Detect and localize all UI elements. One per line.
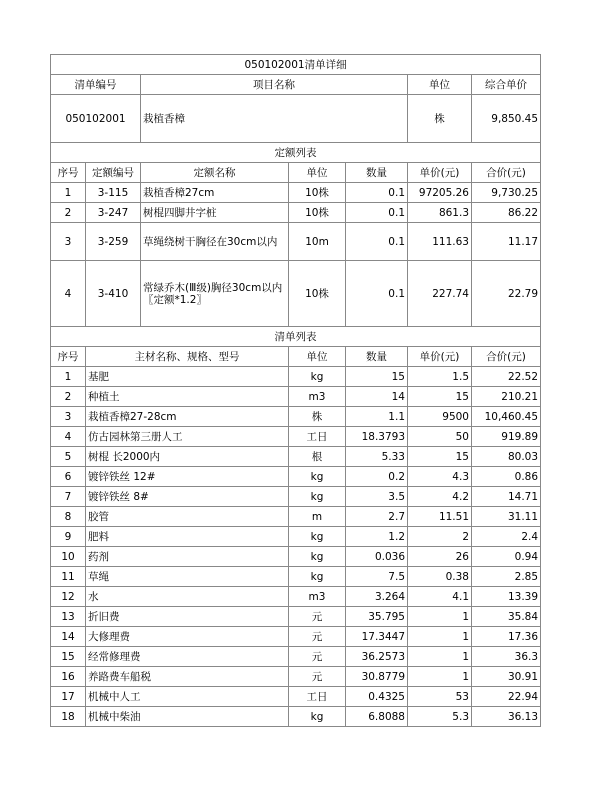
- material-name: 药剂: [86, 547, 289, 567]
- material-row: [51, 687, 541, 707]
- quota-col-header: 序号: [51, 163, 86, 183]
- material-row: [51, 647, 541, 667]
- material-no: 15: [51, 647, 86, 667]
- material-qty: 18.3793: [346, 427, 408, 447]
- material-name: 机械中柴油: [86, 707, 289, 727]
- materials-col-header: 数量: [346, 347, 408, 367]
- material-price: 4.3: [408, 467, 472, 487]
- material-row: [51, 387, 541, 407]
- material-no: 18: [51, 707, 86, 727]
- material-unit: kg: [289, 367, 346, 387]
- material-qty: 3.5: [346, 487, 408, 507]
- quota-total: 22.79: [472, 261, 541, 327]
- quota-row: [51, 183, 541, 203]
- quota-total: 9,730.25: [472, 183, 541, 203]
- material-no: 7: [51, 487, 86, 507]
- materials-col-header: 单价(元): [408, 347, 472, 367]
- material-price: 53: [408, 687, 472, 707]
- material-no: 14: [51, 627, 86, 647]
- material-price: 1: [408, 667, 472, 687]
- material-price: 1: [408, 627, 472, 647]
- material-unit: 工日: [289, 687, 346, 707]
- material-unit: 工日: [289, 427, 346, 447]
- material-unit: m3: [289, 587, 346, 607]
- material-qty: 5.33: [346, 447, 408, 467]
- material-unit: kg: [289, 527, 346, 547]
- material-total: 0.94: [472, 547, 541, 567]
- material-total: 13.39: [472, 587, 541, 607]
- material-name: 树棍 长2000内: [86, 447, 289, 467]
- material-row: [51, 367, 541, 387]
- quota-price: 227.74: [408, 261, 472, 327]
- material-total: 2.85: [472, 567, 541, 587]
- item-price: 9,850.45: [472, 95, 541, 143]
- material-name: 肥料: [86, 527, 289, 547]
- quota-name: 栽植香樟27cm: [141, 183, 289, 203]
- material-no: 1: [51, 367, 86, 387]
- materials-col-header: 序号: [51, 347, 86, 367]
- material-name: 养路费车船税: [86, 667, 289, 687]
- quota-qty: 0.1: [346, 203, 408, 223]
- material-qty: 17.3447: [346, 627, 408, 647]
- material-no: 2: [51, 387, 86, 407]
- quota-col-header: 合价(元): [472, 163, 541, 183]
- material-qty: 1.1: [346, 407, 408, 427]
- material-price: 15: [408, 447, 472, 467]
- material-unit: m3: [289, 387, 346, 407]
- material-price: 5.3: [408, 707, 472, 727]
- name-label: 项目名称: [141, 75, 408, 95]
- material-unit: kg: [289, 547, 346, 567]
- material-unit: kg: [289, 467, 346, 487]
- quota-name: 常绿乔木(Ⅲ级)胸径30cm以内〖定额*1.2〗: [141, 261, 289, 327]
- material-no: 10: [51, 547, 86, 567]
- quota-price: 97205.26: [408, 183, 472, 203]
- material-unit: kg: [289, 487, 346, 507]
- material-qty: 0.4325: [346, 687, 408, 707]
- quota-code: 3-410: [86, 261, 141, 327]
- material-qty: 14: [346, 387, 408, 407]
- material-unit: 元: [289, 647, 346, 667]
- material-no: 17: [51, 687, 86, 707]
- material-price: 2: [408, 527, 472, 547]
- material-name: 栽植香樟27-28cm: [86, 407, 289, 427]
- material-no: 11: [51, 567, 86, 587]
- quota-price: 861.3: [408, 203, 472, 223]
- quota-name: 树棍四脚井字桩: [141, 203, 289, 223]
- material-total: 0.86: [472, 467, 541, 487]
- materials-col-header: 单位: [289, 347, 346, 367]
- quota-unit: 10株: [289, 203, 346, 223]
- material-no: 9: [51, 527, 86, 547]
- material-price: 11.51: [408, 507, 472, 527]
- quota-qty: 0.1: [346, 223, 408, 261]
- page-title: 050102001清单详细: [51, 55, 541, 75]
- material-no: 8: [51, 507, 86, 527]
- quota-col-header: 定额名称: [141, 163, 289, 183]
- quota-row: [51, 203, 541, 223]
- material-row: [51, 567, 541, 587]
- material-qty: 36.2573: [346, 647, 408, 667]
- quota-col-header: 数量: [346, 163, 408, 183]
- material-qty: 15: [346, 367, 408, 387]
- material-price: 15: [408, 387, 472, 407]
- quota-no: 1: [51, 183, 86, 203]
- material-no: 12: [51, 587, 86, 607]
- material-row: [51, 427, 541, 447]
- material-row: [51, 507, 541, 527]
- material-row: [51, 547, 541, 567]
- material-total: 30.91: [472, 667, 541, 687]
- material-row: [51, 527, 541, 547]
- materials-header-row: [51, 347, 541, 367]
- material-price: 50: [408, 427, 472, 447]
- material-price: 9500: [408, 407, 472, 427]
- material-price: 4.2: [408, 487, 472, 507]
- material-total: 35.84: [472, 607, 541, 627]
- material-unit: 元: [289, 667, 346, 687]
- detail-table: [50, 54, 541, 727]
- quota-unit: 10株: [289, 183, 346, 203]
- materials-section-title: 清单列表: [51, 327, 541, 347]
- material-total: 919.89: [472, 427, 541, 447]
- material-name: 镀锌铁丝 12#: [86, 467, 289, 487]
- quota-col-header: 单价(元): [408, 163, 472, 183]
- material-row: [51, 407, 541, 427]
- material-qty: 0.036: [346, 547, 408, 567]
- material-unit: 元: [289, 607, 346, 627]
- quota-total: 11.17: [472, 223, 541, 261]
- price-label: 综合单价: [472, 75, 541, 95]
- material-total: 14.71: [472, 487, 541, 507]
- material-qty: 7.5: [346, 567, 408, 587]
- material-name: 种植土: [86, 387, 289, 407]
- quota-col-header: 单位: [289, 163, 346, 183]
- material-row: [51, 587, 541, 607]
- material-name: 水: [86, 587, 289, 607]
- material-qty: 30.8779: [346, 667, 408, 687]
- quota-no: 3: [51, 223, 86, 261]
- material-total: 36.3: [472, 647, 541, 667]
- material-total: 17.36: [472, 627, 541, 647]
- material-row: [51, 707, 541, 727]
- material-total: 22.52: [472, 367, 541, 387]
- quota-qty: 0.1: [346, 261, 408, 327]
- material-price: 1.5: [408, 367, 472, 387]
- material-name: 仿古园林第三册人工: [86, 427, 289, 447]
- quota-col-header: 定额编号: [86, 163, 141, 183]
- material-unit: 株: [289, 407, 346, 427]
- material-total: 36.13: [472, 707, 541, 727]
- material-row: [51, 467, 541, 487]
- quota-code: 3-115: [86, 183, 141, 203]
- material-total: 80.03: [472, 447, 541, 467]
- material-row: [51, 667, 541, 687]
- material-unit: kg: [289, 567, 346, 587]
- material-qty: 2.7: [346, 507, 408, 527]
- quota-row: [51, 261, 541, 327]
- item-unit: 株: [408, 95, 472, 143]
- item-code: 050102001: [51, 95, 141, 143]
- item-name: 栽植香樟: [141, 95, 408, 143]
- quota-no: 2: [51, 203, 86, 223]
- material-price: 0.38: [408, 567, 472, 587]
- material-price: 4.1: [408, 587, 472, 607]
- material-price: 26: [408, 547, 472, 567]
- material-total: 210.21: [472, 387, 541, 407]
- material-row: [51, 487, 541, 507]
- code-label: 清单编号: [51, 75, 141, 95]
- quota-total: 86.22: [472, 203, 541, 223]
- quota-code: 3-247: [86, 203, 141, 223]
- material-total: 2.4: [472, 527, 541, 547]
- material-no: 5: [51, 447, 86, 467]
- quota-no: 4: [51, 261, 86, 327]
- unit-label: 单位: [408, 75, 472, 95]
- material-name: 胶管: [86, 507, 289, 527]
- material-qty: 35.795: [346, 607, 408, 627]
- material-unit: kg: [289, 707, 346, 727]
- material-name: 镀锌铁丝 8#: [86, 487, 289, 507]
- quota-code: 3-259: [86, 223, 141, 261]
- material-qty: 0.2: [346, 467, 408, 487]
- quota-price: 111.63: [408, 223, 472, 261]
- material-row: [51, 607, 541, 627]
- material-no: 3: [51, 407, 86, 427]
- material-no: 13: [51, 607, 86, 627]
- material-total: 10,460.45: [472, 407, 541, 427]
- quota-qty: 0.1: [346, 183, 408, 203]
- quota-unit: 10m: [289, 223, 346, 261]
- materials-col-header: 主材名称、规格、型号: [86, 347, 289, 367]
- material-no: 4: [51, 427, 86, 447]
- material-unit: 根: [289, 447, 346, 467]
- material-no: 6: [51, 467, 86, 487]
- material-name: 折旧费: [86, 607, 289, 627]
- material-total: 22.94: [472, 687, 541, 707]
- material-row: [51, 447, 541, 467]
- material-qty: 6.8088: [346, 707, 408, 727]
- material-no: 16: [51, 667, 86, 687]
- material-name: 基肥: [86, 367, 289, 387]
- material-qty: 3.264: [346, 587, 408, 607]
- quota-unit: 10株: [289, 261, 346, 327]
- quota-name: 草绳绕树干胸径在30cm以内: [141, 223, 289, 261]
- material-total: 31.11: [472, 507, 541, 527]
- material-unit: 元: [289, 627, 346, 647]
- material-name: 草绳: [86, 567, 289, 587]
- material-row: [51, 627, 541, 647]
- material-qty: 1.2: [346, 527, 408, 547]
- quota-row: [51, 223, 541, 261]
- material-name: 大修理费: [86, 627, 289, 647]
- material-name: 机械中人工: [86, 687, 289, 707]
- quota-section-title: 定额列表: [51, 143, 541, 163]
- material-price: 1: [408, 647, 472, 667]
- materials-col-header: 合价(元): [472, 347, 541, 367]
- material-name: 经常修理费: [86, 647, 289, 667]
- material-price: 1: [408, 607, 472, 627]
- quota-header-row: [51, 163, 541, 183]
- material-unit: m: [289, 507, 346, 527]
